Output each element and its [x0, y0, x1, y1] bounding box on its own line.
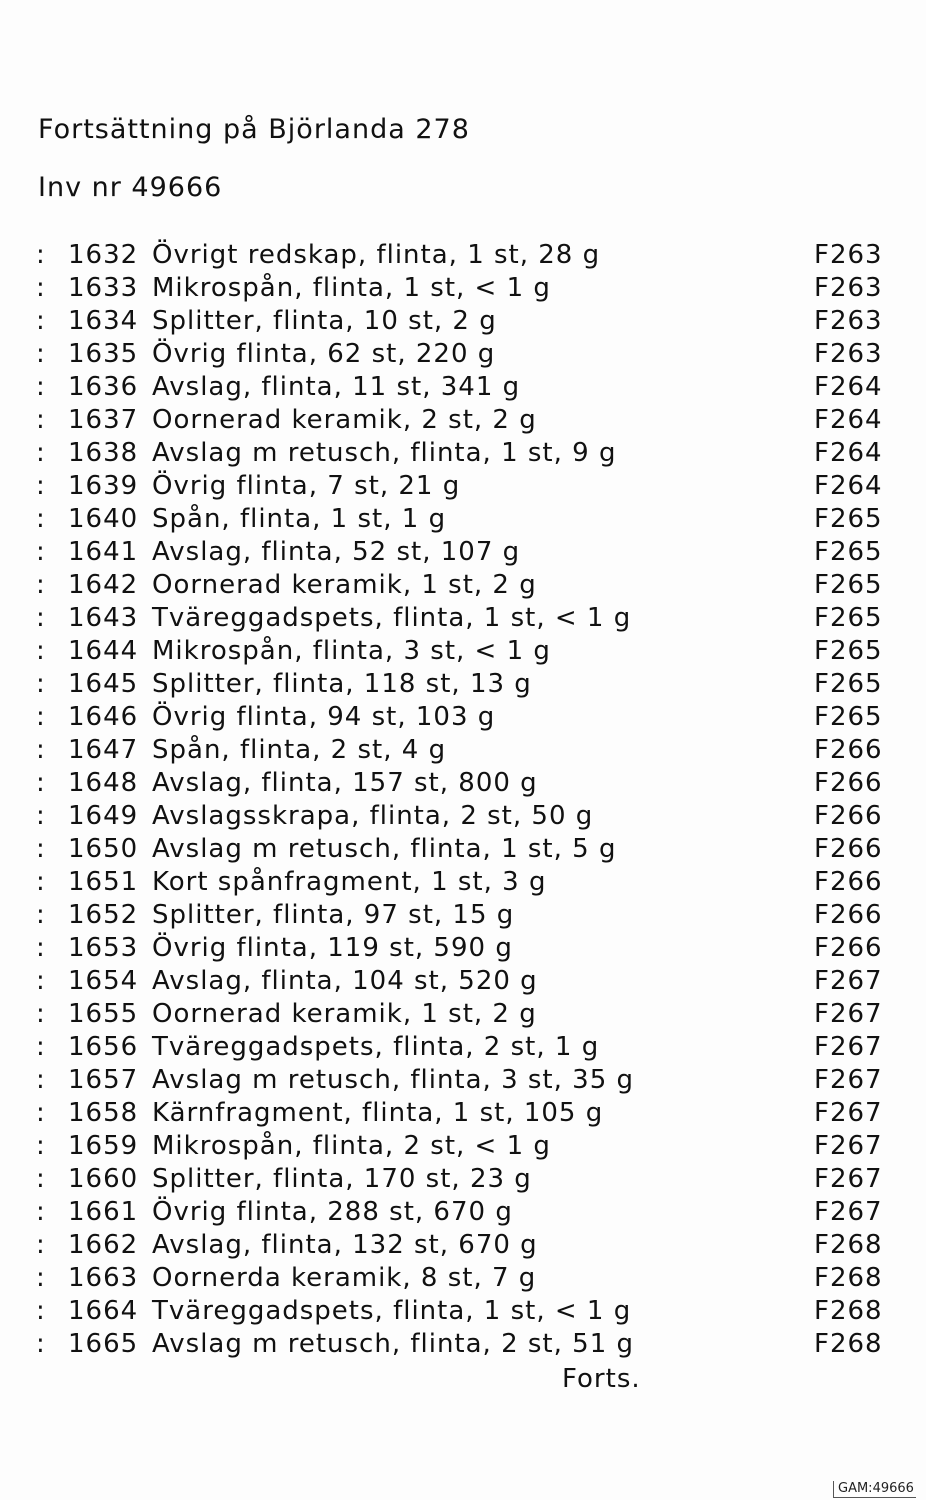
row-colon: : — [36, 537, 46, 567]
row-description: Tväreggadspets, flinta, 1 st, < 1 g — [152, 603, 632, 633]
row-description: Splitter, flinta, 170 st, 23 g — [152, 1164, 532, 1194]
row-description: Övrigt redskap, flinta, 1 st, 28 g — [152, 240, 601, 270]
row-code: F268 — [814, 1230, 883, 1260]
row-colon: : — [36, 669, 46, 699]
list-item — [0, 636, 926, 669]
row-description: Kort spånfragment, 1 st, 3 g — [152, 867, 547, 897]
list-item — [0, 1197, 926, 1230]
list-item — [0, 405, 926, 438]
row-number: 1660 — [68, 1164, 139, 1194]
row-number: 1652 — [68, 900, 139, 930]
row-code: F264 — [814, 438, 883, 468]
list-item — [0, 933, 926, 966]
list-item — [0, 471, 926, 504]
row-code: F267 — [814, 1098, 883, 1128]
row-colon: : — [36, 504, 46, 534]
row-code: F268 — [814, 1329, 883, 1359]
row-code: F267 — [814, 1032, 883, 1062]
row-code: F266 — [814, 735, 883, 765]
row-code: F264 — [814, 372, 883, 402]
row-description: Spån, flinta, 2 st, 4 g — [152, 735, 447, 765]
list-item — [0, 438, 926, 471]
row-code: F265 — [814, 636, 883, 666]
row-number: 1650 — [68, 834, 139, 864]
row-colon: : — [36, 240, 46, 270]
row-number: 1638 — [68, 438, 139, 468]
row-description: Mikrospån, flinta, 2 st, < 1 g — [152, 1131, 551, 1161]
list-item — [0, 966, 926, 999]
row-colon: : — [36, 603, 46, 633]
list-item — [0, 1098, 926, 1131]
document-title: Fortsättning på Björlanda 278 — [38, 114, 470, 145]
row-number: 1665 — [68, 1329, 139, 1359]
list-item — [0, 1131, 926, 1164]
row-description: Avslag m retusch, flinta, 2 st, 51 g — [152, 1329, 635, 1359]
row-colon: : — [36, 1065, 46, 1095]
row-description: Övrig flinta, 288 st, 670 g — [152, 1197, 513, 1227]
list-item — [0, 504, 926, 537]
row-description: Avslag, flinta, 11 st, 341 g — [152, 372, 521, 402]
list-item — [0, 900, 926, 933]
row-colon: : — [36, 306, 46, 336]
row-code: F266 — [814, 834, 883, 864]
row-description: Avslag m retusch, flinta, 1 st, 5 g — [152, 834, 617, 864]
row-number: 1642 — [68, 570, 139, 600]
row-description: Avslag, flinta, 104 st, 520 g — [152, 966, 538, 996]
row-colon: : — [36, 1032, 46, 1062]
row-colon: : — [36, 1098, 46, 1128]
row-description: Avslag m retusch, flinta, 1 st, 9 g — [152, 438, 617, 468]
list-item — [0, 768, 926, 801]
row-colon: : — [36, 801, 46, 831]
row-colon: : — [36, 900, 46, 930]
row-code: F263 — [814, 306, 883, 336]
row-description: Avslag m retusch, flinta, 3 st, 35 g — [152, 1065, 635, 1095]
row-description: Övrig flinta, 7 st, 21 g — [152, 471, 461, 501]
list-item — [0, 1329, 926, 1362]
list-item — [0, 1230, 926, 1263]
row-number: 1644 — [68, 636, 139, 666]
row-number: 1659 — [68, 1131, 139, 1161]
row-number: 1647 — [68, 735, 139, 765]
list-item — [0, 306, 926, 339]
row-description: Övrig flinta, 62 st, 220 g — [152, 339, 496, 369]
row-number: 1658 — [68, 1098, 139, 1128]
list-item — [0, 999, 926, 1032]
row-number: 1645 — [68, 669, 139, 699]
row-code: F267 — [814, 1065, 883, 1095]
row-number: 1646 — [68, 702, 139, 732]
row-colon: : — [36, 1131, 46, 1161]
list-item — [0, 834, 926, 867]
row-number: 1637 — [68, 405, 139, 435]
continued-label: Forts. — [562, 1364, 641, 1394]
row-number: 1653 — [68, 933, 139, 963]
row-code: F268 — [814, 1296, 883, 1326]
row-code: F263 — [814, 339, 883, 369]
row-description: Avslag, flinta, 52 st, 107 g — [152, 537, 521, 567]
row-code: F265 — [814, 504, 883, 534]
row-description: Avslag, flinta, 157 st, 800 g — [152, 768, 538, 798]
row-description: Oornerda keramik, 8 st, 7 g — [152, 1263, 537, 1293]
row-code: F266 — [814, 768, 883, 798]
row-number: 1641 — [68, 537, 139, 567]
row-number: 1643 — [68, 603, 139, 633]
list-item — [0, 372, 926, 405]
row-colon: : — [36, 1230, 46, 1260]
row-code: F265 — [814, 570, 883, 600]
row-code: F266 — [814, 900, 883, 930]
row-code: F266 — [814, 801, 883, 831]
row-code: F265 — [814, 537, 883, 567]
list-item — [0, 702, 926, 735]
row-description: Spån, flinta, 1 st, 1 g — [152, 504, 447, 534]
row-colon: : — [36, 405, 46, 435]
row-description: Avslag, flinta, 132 st, 670 g — [152, 1230, 538, 1260]
list-item — [0, 801, 926, 834]
list-item — [0, 570, 926, 603]
list-item — [0, 537, 926, 570]
row-colon: : — [36, 438, 46, 468]
row-number: 1662 — [68, 1230, 139, 1260]
row-description: Mikrospån, flinta, 1 st, < 1 g — [152, 273, 551, 303]
row-code: F265 — [814, 702, 883, 732]
row-colon: : — [36, 1197, 46, 1227]
row-code: F265 — [814, 603, 883, 633]
row-colon: : — [36, 1164, 46, 1194]
list-item — [0, 240, 926, 273]
row-description: Splitter, flinta, 97 st, 15 g — [152, 900, 515, 930]
row-number: 1636 — [68, 372, 139, 402]
row-number: 1640 — [68, 504, 139, 534]
list-item — [0, 867, 926, 900]
row-code: F263 — [814, 273, 883, 303]
list-item — [0, 669, 926, 702]
row-number: 1663 — [68, 1263, 139, 1293]
row-code: F263 — [814, 240, 883, 270]
row-code: F267 — [814, 999, 883, 1029]
row-colon: : — [36, 372, 46, 402]
row-number: 1649 — [68, 801, 139, 831]
row-description: Avslagsskrapa, flinta, 2 st, 50 g — [152, 801, 594, 831]
row-number: 1661 — [68, 1197, 139, 1227]
inventory-number: Inv nr 49666 — [38, 172, 223, 203]
list-item — [0, 1296, 926, 1329]
row-number: 1635 — [68, 339, 139, 369]
row-colon: : — [36, 339, 46, 369]
row-colon: : — [36, 735, 46, 765]
list-item — [0, 1263, 926, 1296]
list-item — [0, 1032, 926, 1065]
archive-stamp: GAM:49666 — [833, 1481, 916, 1498]
row-code: F266 — [814, 933, 883, 963]
row-colon: : — [36, 768, 46, 798]
row-colon: : — [36, 1263, 46, 1293]
row-colon: : — [36, 702, 46, 732]
row-number: 1648 — [68, 768, 139, 798]
row-colon: : — [36, 999, 46, 1029]
row-description: Oornerad keramik, 1 st, 2 g — [152, 999, 537, 1029]
list-item — [0, 273, 926, 306]
list-item — [0, 735, 926, 768]
row-colon: : — [36, 636, 46, 666]
row-description: Splitter, flinta, 118 st, 13 g — [152, 669, 532, 699]
row-description: Splitter, flinta, 10 st, 2 g — [152, 306, 497, 336]
list-item — [0, 1065, 926, 1098]
row-number: 1664 — [68, 1296, 139, 1326]
row-colon: : — [36, 867, 46, 897]
row-colon: : — [36, 966, 46, 996]
row-colon: : — [36, 834, 46, 864]
row-number: 1655 — [68, 999, 139, 1029]
row-description: Tväreggadspets, flinta, 2 st, 1 g — [152, 1032, 600, 1062]
row-code: F264 — [814, 471, 883, 501]
row-number: 1654 — [68, 966, 139, 996]
row-number: 1657 — [68, 1065, 139, 1095]
row-number: 1656 — [68, 1032, 139, 1062]
row-colon: : — [36, 1329, 46, 1359]
row-description: Oornerad keramik, 2 st, 2 g — [152, 405, 537, 435]
row-code: F268 — [814, 1263, 883, 1293]
row-code: F265 — [814, 669, 883, 699]
row-number: 1633 — [68, 273, 139, 303]
row-description: Oornerad keramik, 1 st, 2 g — [152, 570, 537, 600]
row-description: Övrig flinta, 94 st, 103 g — [152, 702, 496, 732]
list-item — [0, 339, 926, 372]
row-colon: : — [36, 471, 46, 501]
row-code: F267 — [814, 1131, 883, 1161]
row-code: F266 — [814, 867, 883, 897]
row-code: F267 — [814, 1197, 883, 1227]
row-code: F267 — [814, 966, 883, 996]
row-colon: : — [36, 570, 46, 600]
row-description: Mikrospån, flinta, 3 st, < 1 g — [152, 636, 551, 666]
row-code: F264 — [814, 405, 883, 435]
list-item — [0, 603, 926, 636]
list-item — [0, 1164, 926, 1197]
row-colon: : — [36, 933, 46, 963]
row-description: Kärnfragment, flinta, 1 st, 105 g — [152, 1098, 604, 1128]
row-description: Övrig flinta, 119 st, 590 g — [152, 933, 513, 963]
row-number: 1632 — [68, 240, 139, 270]
row-number: 1639 — [68, 471, 139, 501]
row-colon: : — [36, 1296, 46, 1326]
row-number: 1651 — [68, 867, 139, 897]
row-number: 1634 — [68, 306, 139, 336]
row-code: F267 — [814, 1164, 883, 1194]
row-colon: : — [36, 273, 46, 303]
row-description: Tväreggadspets, flinta, 1 st, < 1 g — [152, 1296, 632, 1326]
